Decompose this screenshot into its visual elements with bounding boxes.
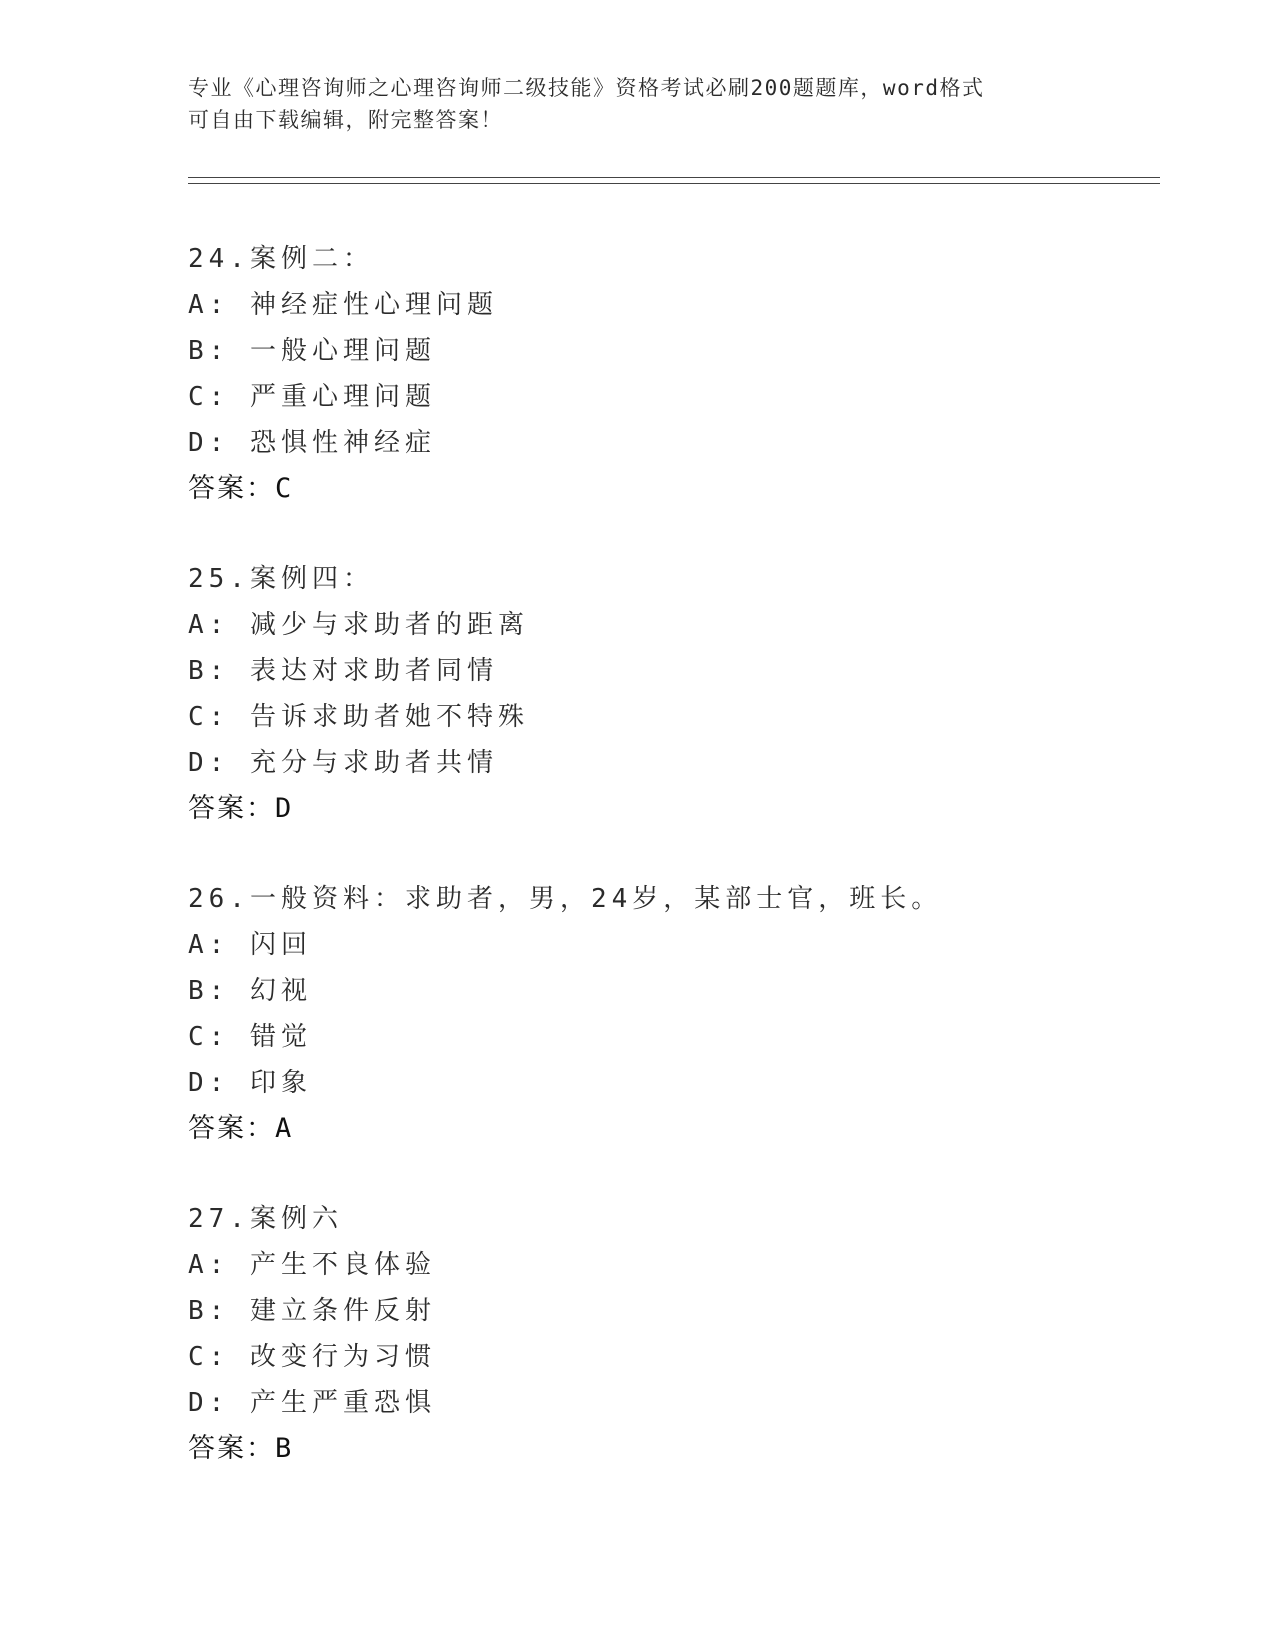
header-divider-bottom bbox=[188, 183, 1160, 184]
header-title-line-1: 专业《心理咨询师之心理咨询师二级技能》资格考试必刷200题题库，word格式 bbox=[188, 76, 985, 100]
question-block bbox=[188, 556, 1088, 832]
answer-value: D bbox=[275, 793, 294, 824]
answer-line bbox=[188, 466, 1088, 512]
option-a: A: 闪回 bbox=[188, 930, 312, 960]
question-title: 24.案例二： bbox=[188, 244, 374, 274]
question-title: 27.案例六 bbox=[188, 1204, 343, 1234]
option-b: B: 表达对求助者同情 bbox=[188, 656, 498, 686]
option-c: C: 错觉 bbox=[188, 1022, 312, 1052]
option-d: D: 印象 bbox=[188, 1068, 312, 1098]
answer-value: C bbox=[275, 473, 294, 504]
question-block bbox=[188, 876, 1088, 1152]
answer-value: A bbox=[275, 1113, 294, 1144]
question-block bbox=[188, 236, 1088, 512]
header-title-line-2: 可自由下载编辑，附完整答案！ bbox=[188, 108, 503, 132]
question-block bbox=[188, 1196, 1088, 1472]
question-title: 26.一般资料：求助者，男，24岁，某部士官，班长。 bbox=[188, 884, 943, 914]
option-c: C: 严重心理问题 bbox=[188, 382, 436, 412]
question-title: 25.案例四： bbox=[188, 564, 374, 594]
answer-label: 答案： bbox=[188, 473, 275, 504]
option-b: B: 幻视 bbox=[188, 976, 312, 1006]
option-a: A: 减少与求助者的距离 bbox=[188, 610, 529, 640]
option-a: A: 神经症性心理问题 bbox=[188, 290, 498, 320]
answer-label: 答案： bbox=[188, 1113, 275, 1144]
answer-line bbox=[188, 786, 1088, 832]
answer-line bbox=[188, 1426, 1088, 1472]
answer-label: 答案： bbox=[188, 793, 275, 824]
document-header bbox=[188, 72, 1088, 136]
option-d: D: 充分与求助者共情 bbox=[188, 748, 498, 778]
answer-line bbox=[188, 1106, 1088, 1152]
option-a: A: 产生不良体验 bbox=[188, 1250, 436, 1280]
option-b: B: 建立条件反射 bbox=[188, 1296, 436, 1326]
option-c: C: 改变行为习惯 bbox=[188, 1342, 436, 1372]
header-divider-top bbox=[188, 177, 1160, 178]
option-d: D: 恐惧性神经症 bbox=[188, 428, 436, 458]
option-c: C: 告诉求助者她不特殊 bbox=[188, 702, 529, 732]
option-d: D: 产生严重恐惧 bbox=[188, 1388, 436, 1418]
answer-label: 答案： bbox=[188, 1433, 275, 1464]
answer-value: B bbox=[275, 1433, 294, 1464]
option-b: B: 一般心理问题 bbox=[188, 336, 436, 366]
